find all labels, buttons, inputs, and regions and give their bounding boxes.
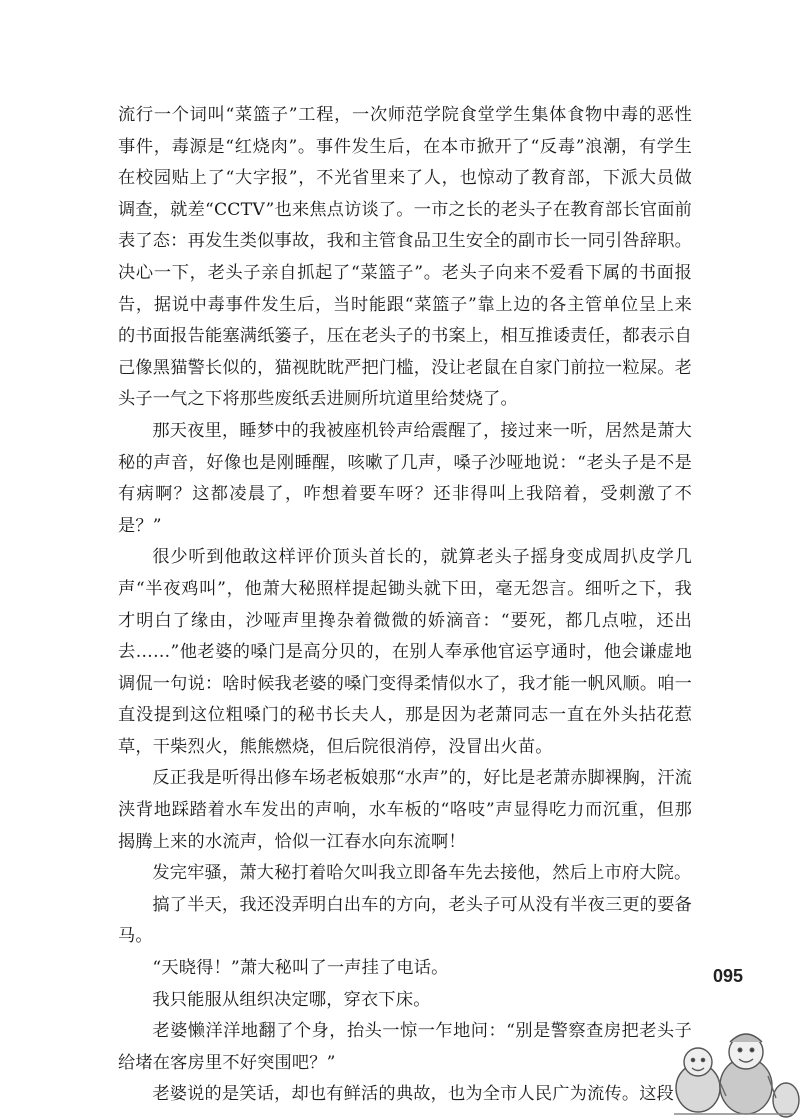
paragraph-3: 很少听到他敢这样评价顶头首长的，就算老头子摇身变成周扒皮学几声“半夜鸡叫”，他萧大秘照样提起锄头就下田，毫无怨言。细听之下，我才明白了缘由，沙哑声里搀杂着微微的娇滴音：“要死，都几点啦，还出去……”他老婆的嗓门是高分贝的，在别人奉承他官运亨通时，他会谦虚地调侃一句说：啥时候我老婆的嗓门变得柔情似水了，我才能一帆风顺。咱一直没提到这位粗嗓门的秘书长夫人，那是因为老萧同志一直在外头拈花惹草，干柴烈火，熊熊燃烧，但后院很消停，没冒出火苗。 <box>118 547 692 757</box>
paragraph-10: 老婆说的是笑话，却也有鲜活的典故，也为全市人民广为流传。这段 <box>152 1084 675 1105</box>
paragraph-5: 发完牢骚，萧大秘打着哈欠叫我立即备车先去接他，然后上市府大院。 <box>152 863 692 884</box>
paragraph-8: 我只能服从组织决定哪，穿衣下床。 <box>152 989 431 1010</box>
paragraph-7: “天晓得！”萧大秘叫了一声挂了电话。 <box>152 958 449 979</box>
paragraph-9: 老婆懒洋洋地翻了个身，抬头一惊一乍地问：“别是警察查房把老头子给堵在客房里不好突围吧？” <box>118 1021 692 1073</box>
cartoon-figures-illustration-icon <box>668 1018 800 1119</box>
paragraph-2: 那天夜里，睡梦中的我被座机铃声给震醒了，接过来一听，居然是萧大秘的声音，好像也是刚睡醒，咳嗽了几声，嗓子沙哑地说：“老头子是不是有病啊？这都凌晨了，咋想着要车呀？还非得叫上我陪着，受刺激了不是？” <box>118 420 692 536</box>
paragraph-4: 反正我是听得出修车场老板娘那“水声”的，好比是老萧赤脚裸胸，汗流浃背地踩踏着水车发出的声响，水车板的“咯吱”声显得吃力而沉重，但那揭腾上来的水流声，恰似一江春水向东流啊！ <box>118 768 692 852</box>
paragraph-1: 流行一个词叫“菜篮子”工程，一次师范学院食堂学生集体食物中毒的恶性事件，毒源是“红烧肉”。事件发生后，在本市掀开了“反毒”浪潮，有学生在校园贴上了“大字报”，不光省里来了人，也惊动了教育部，下派大员做调查，就差“CCTV”也来焦点访谈了。一市之长的老头子在教育部长官面前表了态：再发生类似事故，我和主管食品卫生安全的副市长一同引咎辞职。决心一下，老头子亲自抓起了“菜篮子”。老头子向来不爱看下属的书面报告，据说中毒事件发生后，当时能跟“菜篮子”靠上边的各主管单位呈上来的书面报告能塞满纸篓子，压在老头子的书案上，相互推诿责任，都表示自己像黑猫警长似的，猫视眈眈严把门槛，没让老鼠在自家门前拉一粒屎。老头子一气之下将那些废纸丢进厕所坑道里给焚烧了。 <box>118 105 692 410</box>
paragraph-6: 搞了半天，我还没弄明白出车的方向，老头子可从没有半夜三更的要备马。 <box>118 894 692 947</box>
page-number: 095 <box>713 966 744 986</box>
body-text <box>118 100 692 1111</box>
